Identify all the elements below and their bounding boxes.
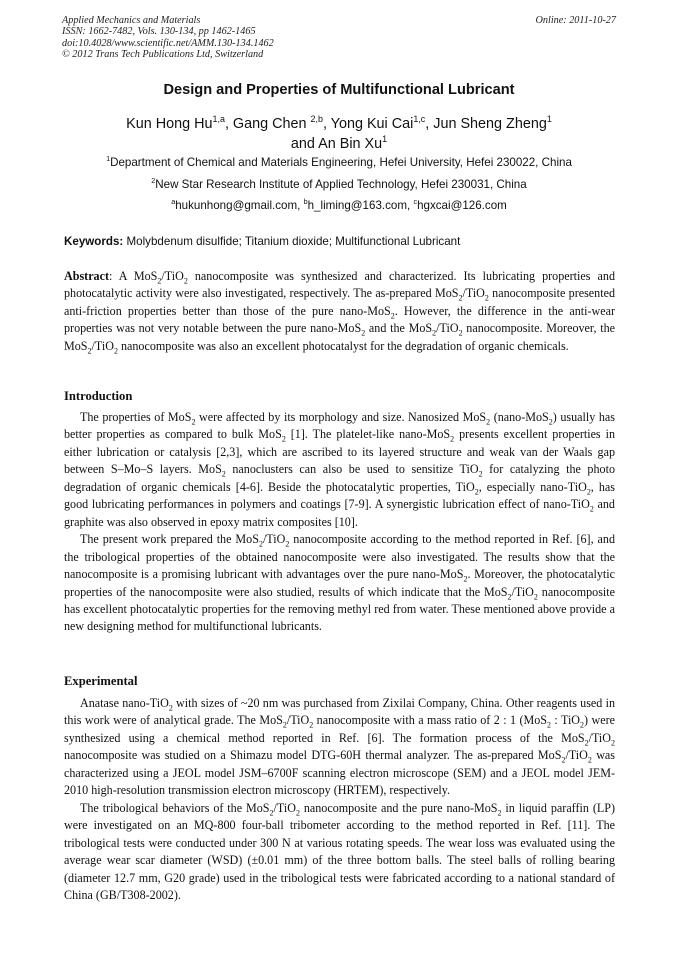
author-name: , Gang Chen	[224, 116, 311, 132]
author-name: , Yong Kui Cai	[322, 116, 414, 132]
author-affil-mark: 1,a	[212, 114, 225, 125]
paragraph: The tribological behaviors of the MoS$_2$/TiO$_2$ nanocomposite and the pure nano-MoS$_2$ in liquid paraffin (LP) were investigated on an MQ-800 four-ball tribometer according to the method reported in Ref. [11]. The tribological tests were conducted under 300 N at various rotating speeds. The wear loss was evaluated using the average wear scar diameter (WSD) (±0.01 mm) of the three bottom balls. The steel balls of rolling bearing (diameter 12.7 mm, G20 grade) used in the tribological tests were fabricated according to a national standard of China (GB/T308-2002).	[64, 800, 616, 902]
abstract-label: Abstract	[64, 269, 110, 283]
paragraph: The present work prepared the MoS$_2$/TiO$_2$ nanocomposite according to the method reported in Ref. [6], and the tribological properties of the obtained nanocomposite were also investigated. The results show that the nanocomposite is a promising lubricant with advantages over the pure nano-MoS$_2$. Moreover, the photocatalytic properties of the nanocomposite were also studied, results of which indicate that the MoS$_2$/TiO$_2$ nanocomposite has excellent photocatalytic properties for the removing methyl red from water. These mentioned above provide a new designing method for multifunctional lubricants.	[64, 532, 616, 634]
experimental-body	[64, 695, 615, 904]
author-affil-mark: 1	[546, 114, 552, 125]
doi-line: doi:10.4028/www.scientific.net/AMM.130-134.1462	[62, 37, 274, 49]
author-name: and An Bin Xu	[290, 136, 383, 152]
author-affil-mark: 1	[382, 134, 388, 145]
introduction-body	[64, 409, 615, 636]
section-heading-introduction: Introduction	[64, 389, 133, 403]
journal-header	[62, 15, 616, 60]
author-affil-mark: 1,c	[413, 114, 426, 125]
abstract: Abstract: A MoS$_2$/TiO$_2$ nanocomposite was synthesized and characterized. Its lubricating properties and photocatalytic activity were also investigated, respectively. The as-prepared MoS$_2$/TiO$_2$ nanocomposite presented anti-friction properties better than those of the pure nano-MoS$_2$. However, the difference in the anti-wear properties was not very notable between the pure nano-MoS$_2$ and the MoS$_2$/TiO$_2$ nanocomposite. Moreover, the MoS$_2$/TiO$_2$ nanocomposite was also an excellent photocatalyst for the degradation of organic chemicals.	[64, 269, 615, 356]
author-list	[62, 114, 616, 154]
affiliation-2: $^2$New Star Research Institute of Applied Technology, Hefei 230031, China	[151, 176, 527, 191]
affiliation-1: $^1$Department of Chemical and Materials Engineering, Hefei University, Hefei 230022, China	[106, 154, 572, 169]
author-affil-mark: 2,b	[310, 114, 323, 125]
paper-title: Design and Properties of Multifunctional Lubricant	[163, 82, 515, 98]
paragraph: Anatase nano-TiO$_2$ with sizes of ~20 nm was purchased from Zixilai Company, China. Other reagents used in this work were of analytical grade. The MoS$_2$/TiO$_2$ nanocomposite with a mass ratio of 2 : 1 (MoS$_2$ : TiO$_2$) were synthesized using a chemical method reported in Ref. [6]. The formation process of the MoS$_2$/TiO$_2$ nanocomposite was studied on a Shimazu model DTG-60H thermal analyzer. The as-prepared MoS$_2$/TiO$_2$ was characterized using a JEOL model JSM–6700F scanning electron microscope (SEM) and a JEOL model JEM-2010 high-resolution transmission electron microscopy (HRTEM), respectively.	[64, 696, 616, 798]
section-heading-experimental: Experimental	[64, 674, 138, 688]
online-date: Online: 2011-10-27	[535, 15, 616, 26]
copyright-line: © 2012 Trans Tech Publications Ltd, Switzerland	[62, 48, 264, 60]
issn-line: ISSN: 1662-7482, Vols. 130-134, pp 1462-1465	[62, 26, 256, 38]
paragraph: The properties of MoS$_2$ were affected by its morphology and size. Nanosized MoS$_2$ (nano-MoS$_2$) usually has better properties as compared to bulk MoS$_2$ [1]. The platelet-like nano-MoS$_2$ presents excellent properties in either lubrication or catalysis [2,3], which are ascribed to its layered structure and weak van der Waals gap between S–Mo–S layers. MoS$_2$ nanoclusters can also be used to sensitize TiO$_2$ for catalyzing the photo degradation of organic chemicals [4-6]. Beside the photocatalytic properties, TiO$_2$, especially nano-TiO$_2$, has good lubricating performances in polymers and coatings [7-9]. A synergistic lubrication effect of nano-TiO$_2$ and graphite was also observed in epoxy matrix composites [10].	[64, 410, 616, 529]
author-emails: $^a$hukunhong@gmail.com, $^b$h_liming@163.com, $^c$hgxcai@126.com	[171, 197, 507, 212]
keywords-text: Molybdenum disulfide; Titanium dioxide; Multifunctional Lubricant	[123, 235, 461, 248]
keywords-label: Keywords:	[64, 235, 124, 248]
journal-name: Applied Mechanics and Materials	[62, 15, 201, 26]
author-name: Kun Hong Hu	[126, 116, 213, 132]
keywords-line	[64, 235, 616, 248]
author-name: , Jun Sheng Zheng	[425, 116, 547, 132]
